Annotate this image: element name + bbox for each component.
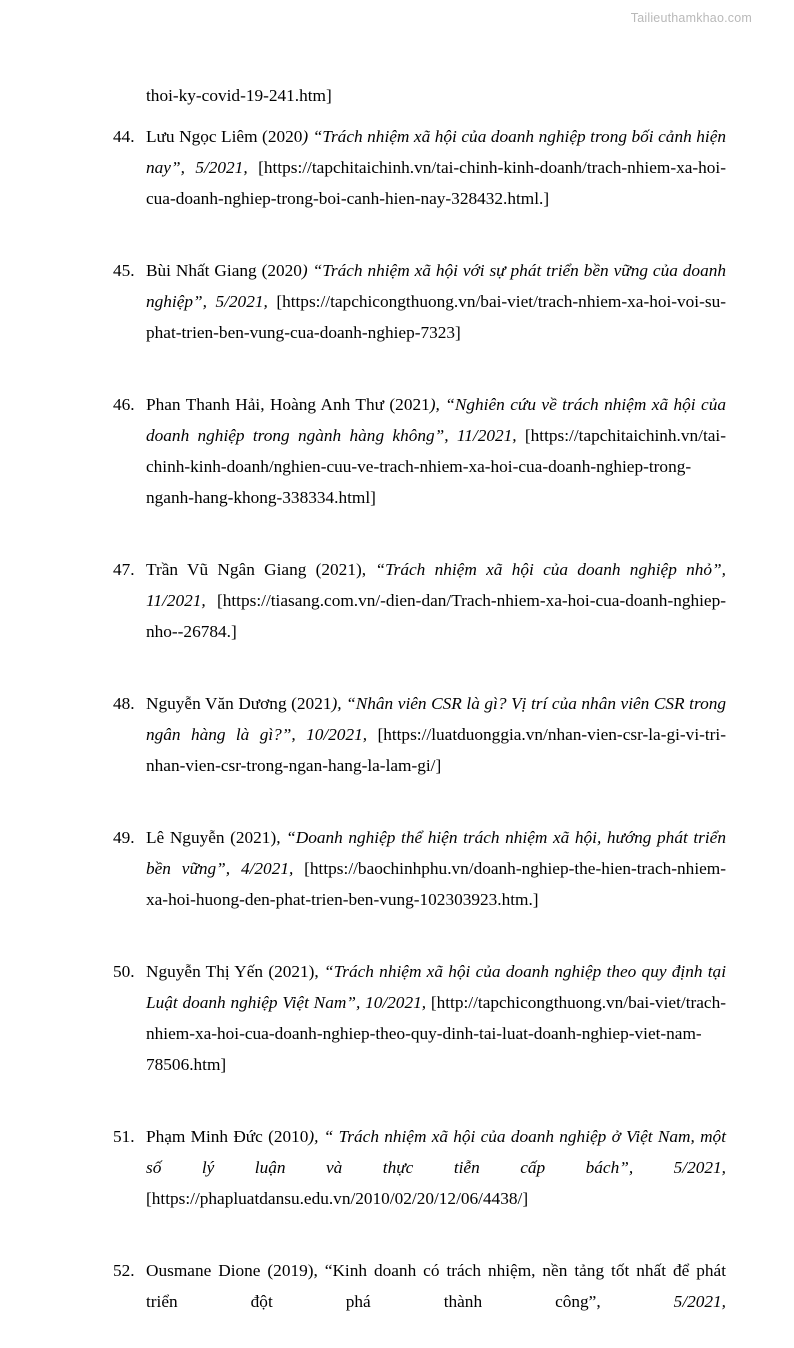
reference-text — [146, 255, 726, 379]
reference-author: Bùi Nhất Giang (2020 — [146, 261, 302, 280]
reference-url: [https://luatduonggia.vn/nhan-vien-csr-la-gi-vi-tri-nhan-vien-csr-trong-ngan-hang-la-lam-gi/] — [146, 725, 726, 775]
reference-separator: ) — [302, 127, 313, 146]
reference-list — [113, 121, 726, 1348]
reference-entry — [113, 389, 726, 544]
reference-separator — [601, 1292, 674, 1311]
watermark: Tailieuthamkhao.com — [630, 11, 752, 25]
reference-entry — [113, 1255, 726, 1348]
reference-entry — [113, 255, 726, 379]
reference-text — [146, 688, 726, 812]
reference-number: 45. — [113, 261, 135, 280]
reference-title: “Doanh nghiệp thể hiện trách nhiệm xã hội, hướng phát triển bền vững” — [146, 828, 726, 878]
reference-text — [146, 554, 726, 678]
reference-date: , 11/2021, — [444, 426, 525, 445]
reference-date: , 10/2021, — [291, 725, 378, 744]
reference-author: Ousmane Dione (2019), “Kinh doanh có trách nhiệm, nền tảng tốt nhất để phát triển đột phá thành công”, — [146, 1261, 726, 1311]
reference-text — [146, 1255, 726, 1348]
reference-author: Nguyễn Văn Dương (2021 — [146, 694, 332, 713]
reference-url: [https://tapchitaichinh.vn/tai-chinh-kinh-doanh/nghien-cuu-ve-trach-nhiem-xa-hoi-cua-doanh-nghiep-trong-nganh-hang-khong-338334.html] — [146, 426, 726, 507]
reference-separator: ), — [308, 1127, 324, 1146]
reference-date: , 4/2021, — [225, 859, 305, 878]
reference-url: [https://tapchicongthuong.vn/bai-viet/trach-nhiem-xa-hoi-voi-su-phat-trien-ben-vung-cua-doanh-nghiep-7323] — [146, 292, 726, 342]
reference-number: 51. — [113, 1127, 135, 1146]
reference-number: 52. — [113, 1261, 135, 1280]
reference-entry — [113, 688, 726, 812]
reference-number: 47. — [113, 560, 135, 579]
reference-author: Lê Nguyễn (2021), — [146, 828, 281, 847]
reference-text — [146, 121, 726, 245]
reference-url: [https://baochinhphu.vn/doanh-nghiep-the-hien-trach-nhiem-xa-hoi-huong-den-phat-trien-ben-vung-102303923.htm.] — [146, 859, 726, 909]
reference-url: [https://tapchitaichinh.vn/tai-chinh-kinh-doanh/trach-nhiem-xa-hoi-cua-doanh-nghiep-trong-boi-canh-hien-nay-328432.html.] — [146, 158, 726, 208]
reference-date: , 5/2021, — [628, 1158, 726, 1177]
reference-title: “Nhân viên CSR là gì? Vị trí của nhân viên CSR trong ngân hàng là gì?” — [146, 694, 726, 744]
reference-author: Nguyễn Thị Yến (2021), — [146, 962, 319, 981]
reference-entry — [113, 822, 726, 946]
page-content — [113, 80, 726, 1348]
reference-entry — [113, 956, 726, 1111]
reference-url: [https://tiasang.com.vn/-dien-dan/Trach-nhiem-xa-hoi-cua-doanh-nghiep-nho--26784.] — [146, 591, 726, 641]
reference-number: 46. — [113, 395, 135, 414]
reference-entry — [113, 1121, 726, 1245]
reference-text — [146, 389, 726, 544]
reference-title: “ Trách nhiệm xã hội của doanh nghiệp ở Việt Nam, một số lý luận và thực tiễn cấp bách” — [146, 1127, 726, 1177]
reference-title: “Trách nhiệm xã hội của doanh nghiệp trong bối cảnh hiện nay” — [146, 127, 727, 177]
reference-url: [http://tapchicongthuong.vn/bai-viet/trach-nhiem-xa-hoi-cua-doanh-nghiep-theo-quy-dinh-tai-luat-doanh-nghiep-viet-nam-78506.htm] — [146, 993, 726, 1074]
reference-text — [146, 822, 726, 946]
reference-separator — [366, 560, 375, 579]
reference-title: “Trách nhiệm xã hội của doanh nghiệp nhỏ” — [375, 560, 722, 579]
reference-separator: ) — [301, 261, 313, 280]
reference-date: , 11/2021, — [146, 560, 726, 610]
reference-date: , 5/2021, — [180, 158, 259, 177]
reference-title: “Trách nhiệm xã hội với sự phát triển bền vững của doanh nghiệp” — [146, 261, 726, 311]
reference-date: , 5/2021, — [202, 292, 277, 311]
reference-separator: ), — [429, 395, 446, 414]
reference-number: 49. — [113, 828, 135, 847]
reference-date: , 10/2021, — [355, 993, 431, 1012]
reference-url: [https://phapluatdansu.edu.vn/2010/02/20/12/06/4438/] — [146, 1189, 529, 1208]
reference-author: Phan Thanh Hải, Hoàng Anh Thư (2021 — [146, 395, 430, 414]
reference-separator: ), — [331, 694, 347, 713]
reference-title: “Trách nhiệm xã hội của doanh nghiệp theo quy định tại Luật doanh nghiệp Việt Nam” — [146, 962, 726, 1012]
reference-text — [146, 1121, 726, 1245]
continued-url-line: thoi-ky-covid-19-241.htm] — [146, 86, 332, 105]
reference-number: 50. — [113, 962, 135, 981]
reference-author: Trần Vũ Ngân Giang (2021), — [146, 560, 367, 579]
reference-entry — [113, 554, 726, 678]
reference-author: Phạm Minh Đức (2010 — [146, 1127, 309, 1146]
reference-number: 44. — [113, 127, 135, 146]
reference-text — [146, 956, 726, 1111]
reference-number: 48. — [113, 694, 135, 713]
reference-entry — [113, 121, 726, 245]
reference-author: Lưu Ngọc Liêm (2020 — [146, 127, 303, 146]
reference-date: 5/2021, — [673, 1292, 726, 1311]
reference-title: “Nghiên cứu về trách nhiệm xã hội của doanh nghiệp trong ngành hàng không” — [146, 395, 726, 445]
